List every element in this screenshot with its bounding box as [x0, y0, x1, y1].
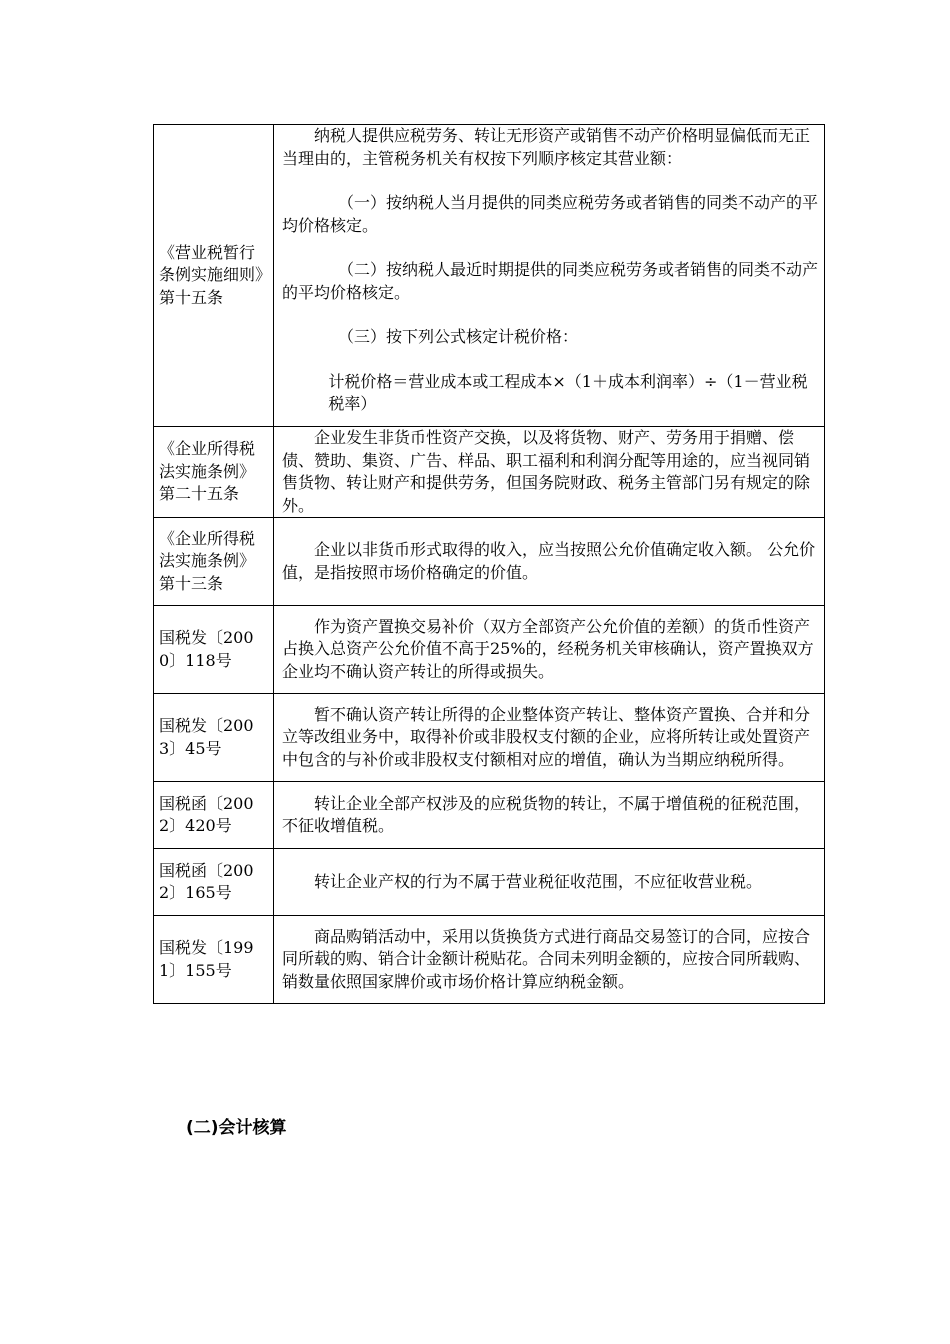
- paragraph: 作为资产置换交易补价（双方全部资产公允价值的差额）的货币性资产占换入总资产公允价值不高于25%的，经税务机关审核确认，资产置换双方企业均不确认资产转让的所得或损失。: [282, 616, 814, 681]
- content-cell: [274, 694, 825, 782]
- content-cell: [274, 849, 825, 916]
- paragraph: 企业发生非货币性资产交换，以及将货物、财产、劳务用于捐赠、偿债、赞助、集资、广告、样品、职工福利和利润分配等用途的，应当视同销售货物、转让财产和提供劳务，但国务院财政、税务主管部门另有规定的除外。: [282, 428, 811, 515]
- source-cell: 国税发〔1991〕155号: [154, 916, 274, 1004]
- table-row: [154, 427, 825, 518]
- content-cell: [274, 125, 825, 427]
- source-cell: 国税函〔2002〕165号: [154, 849, 274, 916]
- content-cell: [274, 916, 825, 1004]
- content-cell: [274, 782, 825, 849]
- source-cell: 国税发〔2000〕118号: [154, 606, 274, 694]
- source-cell: 《企业所得税法实施条例》第十三条: [154, 518, 274, 606]
- table-row: [154, 518, 825, 606]
- paragraph: 商品购销活动中，采用以货换货方式进行商品交易签订的合同，应按合同所载的购、销合计金额计税贴花。合同未列明金额的，应按合同所载购、销数量依照国家牌价或市场价格计算应纳税金额。: [282, 926, 811, 991]
- table-row: [154, 694, 825, 782]
- content-cell: [274, 606, 825, 694]
- table-row: [154, 916, 825, 1004]
- paragraph: （一）按纳税人当月提供的同类应税劳务或者销售的同类不动产的平均价格核定。: [282, 193, 819, 235]
- paragraph: 企业以非货币形式取得的收入，应当按照公允价值确定收入额。 公允价值，是指按照市场价格确定的价值。: [282, 540, 816, 582]
- paragraph: 转让企业全部产权涉及的应税货物的转让，不属于增值税的征税范围，不征收增值税。: [282, 793, 811, 835]
- table-row: [154, 782, 825, 849]
- source-cell: 《企业所得税法实施条例》第二十五条: [154, 427, 274, 518]
- content-cell: [274, 427, 825, 518]
- paragraph: （二）按纳税人最近时期提供的同类应税劳务或者销售的同类不动产的平均价格核定。: [282, 260, 819, 302]
- table-row: [154, 849, 825, 916]
- paragraph: （三）按下列公式核定计税价格：: [338, 327, 579, 346]
- regulation-table: [153, 124, 825, 1004]
- source-cell: 《营业税暂行条例实施细则》第十五条: [154, 125, 274, 427]
- content-cell: [274, 518, 825, 606]
- table-row: [154, 125, 825, 427]
- source-cell: 国税发〔2003〕45号: [154, 694, 274, 782]
- table-row: [154, 606, 825, 694]
- paragraph: 暂不确认资产转让所得的企业整体资产转让、整体资产置换、合并和分立等改组业务中，取得补价或非股权支付额的企业，应将所转让或处置资产中包含的与补价或非股权支付额相对应的增值，确认为当期应纳税所得。: [282, 704, 811, 769]
- paragraph: 纳税人提供应税劳务、转让无形资产或销售不动产价格明显偏低而无正当理由的，主管税务机关有权按下列顺序核定其营业额：: [282, 126, 811, 168]
- source-cell: 国税函〔2002〕420号: [154, 782, 274, 849]
- formula: 计税价格＝营业成本或工程成本×（1＋成本利润率）÷（1－营业税税率）: [328, 371, 808, 413]
- section-heading: (二)会计核算: [186, 1118, 287, 1138]
- paragraph: 转让企业产权的行为不属于营业税征收范围，不应征收营业税。: [314, 871, 763, 891]
